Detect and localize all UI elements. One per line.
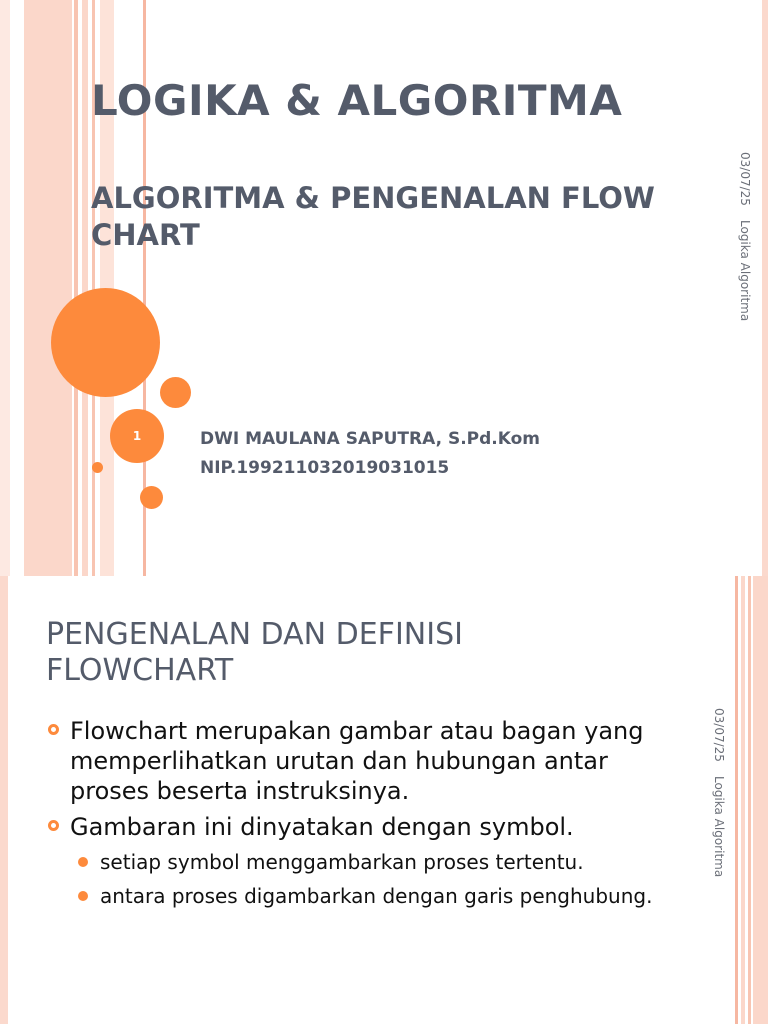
bullet-ring-icon xyxy=(48,820,59,831)
decorative-stripe xyxy=(753,576,768,1024)
bullet-text: Gambaran ini dinyatakan dengan symbol. xyxy=(70,813,574,841)
author-block xyxy=(200,425,540,483)
sub-bullet-text: antara proses digambarkan dengan garis penghubung. xyxy=(100,884,653,908)
decorative-stripe xyxy=(748,576,751,1024)
bullet-ring-icon xyxy=(48,724,59,735)
slide-subtitle: ALGORITMA & PENGENALAN FLOW CHART xyxy=(91,181,655,252)
small-circle-decoration xyxy=(160,377,191,408)
list-item xyxy=(46,848,686,876)
bullet-dot-icon xyxy=(78,891,88,901)
decorative-stripe xyxy=(0,576,8,1024)
author-nip: NIP.199211032019031015 xyxy=(200,458,450,478)
slide-title: PENGENALAN DAN DEFINISI FLOWCHART xyxy=(46,617,463,688)
decorative-stripe xyxy=(82,0,88,576)
list-item xyxy=(46,812,686,842)
author-name: DWI MAULANA SAPUTRA, S.Pd.Kom xyxy=(200,429,541,449)
sub-bullet-text: setiap symbol menggambarkan proses tertentu. xyxy=(100,850,584,874)
side-date: 03/07/25 xyxy=(712,708,726,762)
decorative-stripe xyxy=(74,0,78,576)
list-item xyxy=(46,716,686,806)
large-circle-decoration xyxy=(51,288,160,397)
tiny-circle-decoration xyxy=(92,462,103,473)
bullet-dot-icon xyxy=(78,857,88,867)
small-circle-decoration xyxy=(140,486,163,509)
decorative-stripe xyxy=(24,0,72,576)
decorative-stripe xyxy=(762,0,768,576)
decorative-stripe xyxy=(741,576,745,1024)
list-item xyxy=(46,882,686,910)
side-date: 03/07/25 xyxy=(738,152,752,206)
side-footer: Logika Algoritma xyxy=(738,220,752,322)
side-footer: Logika Algoritma xyxy=(712,776,726,878)
slide-title: LOGIKA & ALGORITMA xyxy=(91,76,623,125)
bullet-text: Flowchart merupakan gambar atau bagan yang memperlihatkan urutan dan hubungan antar proses beserta instruksinya. xyxy=(70,717,644,805)
bullet-list xyxy=(46,716,686,916)
decorative-stripe xyxy=(735,576,738,1024)
decorative-stripe xyxy=(0,0,10,576)
page-number: 1 xyxy=(132,429,142,443)
